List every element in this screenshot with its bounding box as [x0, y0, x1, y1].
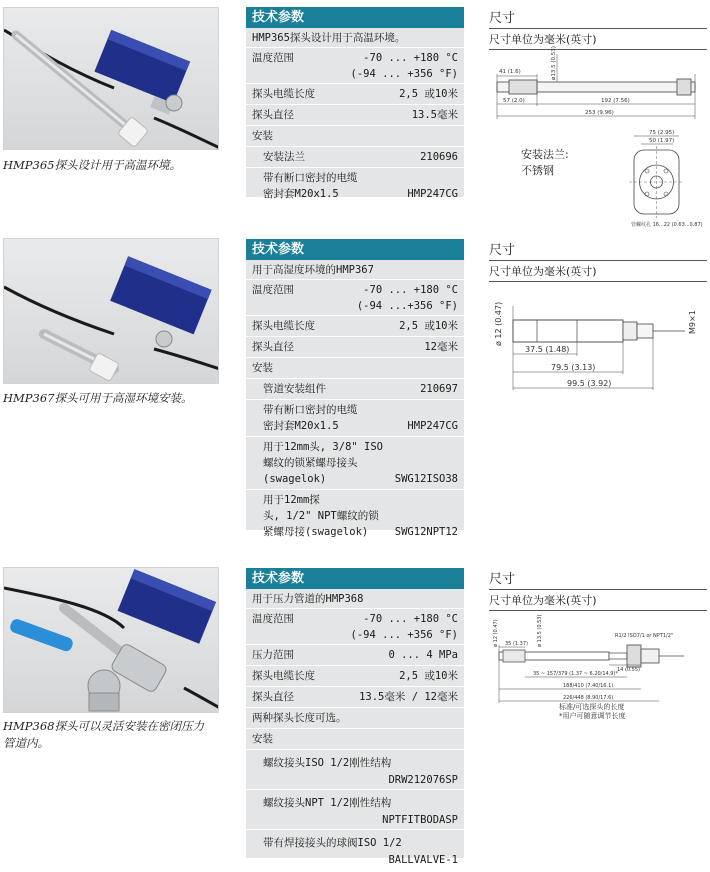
spec-label-line2: 头, 1/2" NPT螺纹的锁 — [263, 510, 379, 522]
dim-label: 管螺纹孔 16...22 (0.63...0.87) — [631, 222, 703, 228]
spec-label-line2: 密封套M20x1.5 — [263, 420, 339, 432]
spec-value-line1: -70 ... +180 °C — [363, 613, 458, 625]
spec-label: 探头直径 — [252, 109, 294, 121]
spec-label: 带有断口密封的电缆 — [263, 404, 358, 416]
spec-header: 技术参数 — [246, 568, 464, 589]
product-photo-hmp368 — [3, 567, 219, 713]
spec-value-line2: (-94 ... +356 °F) — [350, 629, 458, 641]
caption-line1: HMP368探头可以灵活安装在密闭压力 — [3, 719, 204, 733]
spec-row-note — [246, 708, 464, 729]
dim-label: 226/448 (8.90/17.6) — [563, 695, 614, 701]
spec-header: 技术参数 — [246, 239, 464, 260]
spec-row-temperature — [246, 48, 464, 84]
dim-label: 57 (2.0) — [503, 98, 525, 104]
dim-label: 253 (9.96) — [585, 110, 614, 116]
spec-label: 安装法兰 — [263, 151, 305, 163]
dim-label: 14 (0.55) — [617, 667, 640, 673]
drawing-note: *用户可随意调节长度 — [559, 712, 626, 720]
spec-value: HMP247CG — [407, 188, 458, 200]
spec-label: 探头电缆长度 — [252, 320, 315, 332]
spec-header: 技术参数 — [246, 7, 464, 28]
spec-row-cable-length — [246, 316, 464, 337]
dim-label: 35 (1.37) — [505, 641, 528, 647]
dim-label: ø 13.5 (0.53) — [537, 614, 543, 647]
spec-row-install — [246, 358, 464, 379]
spec-value-line2: (-94 ...+356 °F) — [356, 300, 458, 312]
spec-value: SWG12ISO38 — [394, 473, 458, 485]
spec-value-line2: (-94 ... +356 °F) — [350, 68, 458, 80]
hmp365-photo-illustration — [4, 8, 219, 150]
dim-label: M9×1 — [688, 310, 697, 334]
caption-hmp365: HMP365探头设计用于高温环境。 — [3, 158, 181, 172]
dim-label: 41 (1.6) — [499, 69, 521, 75]
dimension-drawing-hmp367 — [489, 276, 707, 402]
spec-label-line3: 紧螺母接(swagelok) — [263, 526, 369, 538]
spec-row-diameter — [246, 105, 464, 126]
spec-value: 13.5毫米 / 12毫米 — [359, 691, 458, 703]
spec-label-line3: (swagelok) — [263, 473, 327, 485]
spec-row-fitting-iso — [246, 750, 464, 790]
spec-value-line1: -70 ... +180 °C — [363, 52, 458, 64]
spec-value — [351, 611, 458, 643]
spec-row-temperature — [246, 280, 464, 316]
spec-label: 探头直径 — [252, 691, 294, 703]
hmp368-photo-illustration — [4, 568, 219, 713]
spec-row-diameter — [246, 337, 464, 358]
dim-label: 188/410 (7.40/16.1) — [563, 683, 614, 689]
spec-row-cable-length — [246, 666, 464, 687]
spec-value: BALLVALVE-1 — [388, 854, 458, 866]
spec-label: 压力范围 — [252, 649, 294, 661]
hmp367-photo-illustration — [4, 239, 219, 384]
spec-row-swagelok-iso — [246, 437, 464, 490]
spec-value: DRW212076SP — [388, 774, 458, 786]
spec-table-hmp368 — [246, 568, 464, 866]
spec-row-pressure — [246, 645, 464, 666]
dim-label: 99.5 (3.92) — [567, 379, 612, 388]
dim-label: ø13.5 (0.53) — [551, 46, 557, 80]
spec-row-ball-valve — [246, 830, 464, 870]
spec-intro — [246, 589, 464, 609]
dim-label: 192 (7.56) — [601, 98, 630, 104]
dim-label: R1/2 ISO7/1 or NPT1/2" — [615, 633, 674, 639]
spec-value — [351, 50, 458, 82]
spec-row-flange — [246, 147, 464, 168]
dimensions-subtitle: 尺寸单位为毫米(英寸) — [489, 261, 707, 282]
spec-label: 螺纹接头NPT 1/2刚性结构 — [263, 797, 392, 809]
drawing-note: 标准/可选探头的长度 — [559, 703, 625, 711]
spec-value: NPTFITBODASP — [382, 814, 458, 826]
spec-value: 210697 — [420, 383, 458, 395]
spec-value: 12毫米 — [424, 341, 458, 353]
dimensions-title: 尺寸 — [489, 239, 707, 261]
spec-value: 2,5 或10米 — [399, 320, 458, 332]
spec-row-cable-gland — [246, 168, 464, 204]
caption-line2: 管道内。 — [3, 736, 49, 750]
dim-label: ø 12 (0.47) — [493, 619, 499, 647]
spec-row-cable-gland — [246, 400, 464, 437]
spec-value: 2,5 或10米 — [399, 88, 458, 100]
caption-hmp367: HMP367探头可用于高湿环境安装。 — [3, 391, 193, 405]
spec-label: 用于12mm头, 3/8" ISO — [263, 441, 384, 453]
spec-row-duct-kit — [246, 379, 464, 400]
spec-value — [357, 282, 458, 314]
spec-value: 0 ... 4 MPa — [388, 649, 458, 661]
product-photo-hmp365 — [3, 7, 219, 150]
spec-row-swagelok-npt — [246, 490, 464, 542]
spec-value: 2,5 或10米 — [399, 670, 458, 682]
spec-label: 安装 — [252, 362, 273, 374]
dimensions-subtitle: 尺寸单位为毫米(英寸) — [489, 29, 707, 50]
spec-row-install — [246, 729, 464, 750]
spec-row-cable-length — [246, 84, 464, 105]
spec-intro — [246, 260, 464, 280]
spec-value: 13.5毫米 — [411, 109, 458, 121]
spec-label: 探头电缆长度 — [252, 670, 315, 682]
spec-label: 安装 — [252, 130, 273, 142]
spec-intro-text: HMP365探头设计用于高温环境。 — [252, 32, 406, 44]
dimension-drawing-hmp365 — [489, 44, 707, 234]
spec-row-install — [246, 126, 464, 147]
spec-label: 探头电缆长度 — [252, 88, 315, 100]
spec-table-hmp367 — [246, 239, 464, 538]
spec-intro — [246, 28, 464, 48]
spec-label: 探头直径 — [252, 341, 294, 353]
caption-hmp368 — [3, 718, 233, 752]
spec-intro-text: 用于高湿度环境的HMP367 — [252, 264, 374, 276]
spec-label: 温度范围 — [252, 613, 294, 625]
spec-value: SWG12NPT12 — [394, 526, 458, 538]
spec-label: 管道安装组件 — [263, 383, 326, 395]
flange-material-label: 安装法兰: — [521, 148, 569, 161]
spec-row-temperature — [246, 609, 464, 645]
spec-row-diameter — [246, 687, 464, 708]
dim-label: 50 (1.97) — [649, 138, 675, 144]
spec-label: 温度范围 — [252, 284, 294, 296]
product-photo-hmp367 — [3, 238, 219, 384]
dim-label: 79.5 (3.13) — [551, 363, 596, 372]
spec-label: 螺纹接头ISO 1/2刚性结构 — [263, 757, 392, 769]
spec-value: HMP247CG — [407, 420, 458, 432]
spec-note: 两种探头长度可选。 — [252, 712, 347, 724]
spec-label: 安装 — [252, 733, 273, 745]
dim-label: ø 12 (0.47) — [494, 301, 503, 346]
dimensions-title: 尺寸 — [489, 7, 707, 29]
spec-label: 温度范围 — [252, 52, 294, 64]
dimension-drawing-hmp368 — [489, 605, 707, 723]
spec-table-hmp365 — [246, 7, 464, 200]
dim-label: 75 (2.95) — [649, 130, 675, 136]
dimensions-subtitle: 尺寸单位为毫米(英寸) — [489, 590, 707, 611]
spec-label-line2: 螺纹的锁紧螺母接头 — [263, 457, 358, 469]
spec-label-line2: 密封套M20x1.5 — [263, 188, 339, 200]
spec-label: 带有断口密封的电缆 — [263, 172, 358, 184]
spec-value-line1: -70 ... +180 °C — [363, 284, 458, 296]
spec-row-fitting-npt — [246, 790, 464, 830]
spec-intro-text: 用于压力管道的HMP368 — [252, 593, 364, 605]
spec-label: 带有焊接接头的球阀ISO 1/2 — [263, 837, 402, 849]
spec-value: 210696 — [420, 151, 458, 163]
spec-label: 用于12mm探 — [263, 494, 320, 506]
dim-label: 35 ~ 157/379 (1.37 ~ 6.20/14.9)* — [533, 671, 618, 677]
dimensions-title: 尺寸 — [489, 568, 707, 590]
dim-label: 37.5 (1.48) — [525, 345, 570, 354]
flange-material-value: 不锈钢 — [521, 164, 554, 177]
